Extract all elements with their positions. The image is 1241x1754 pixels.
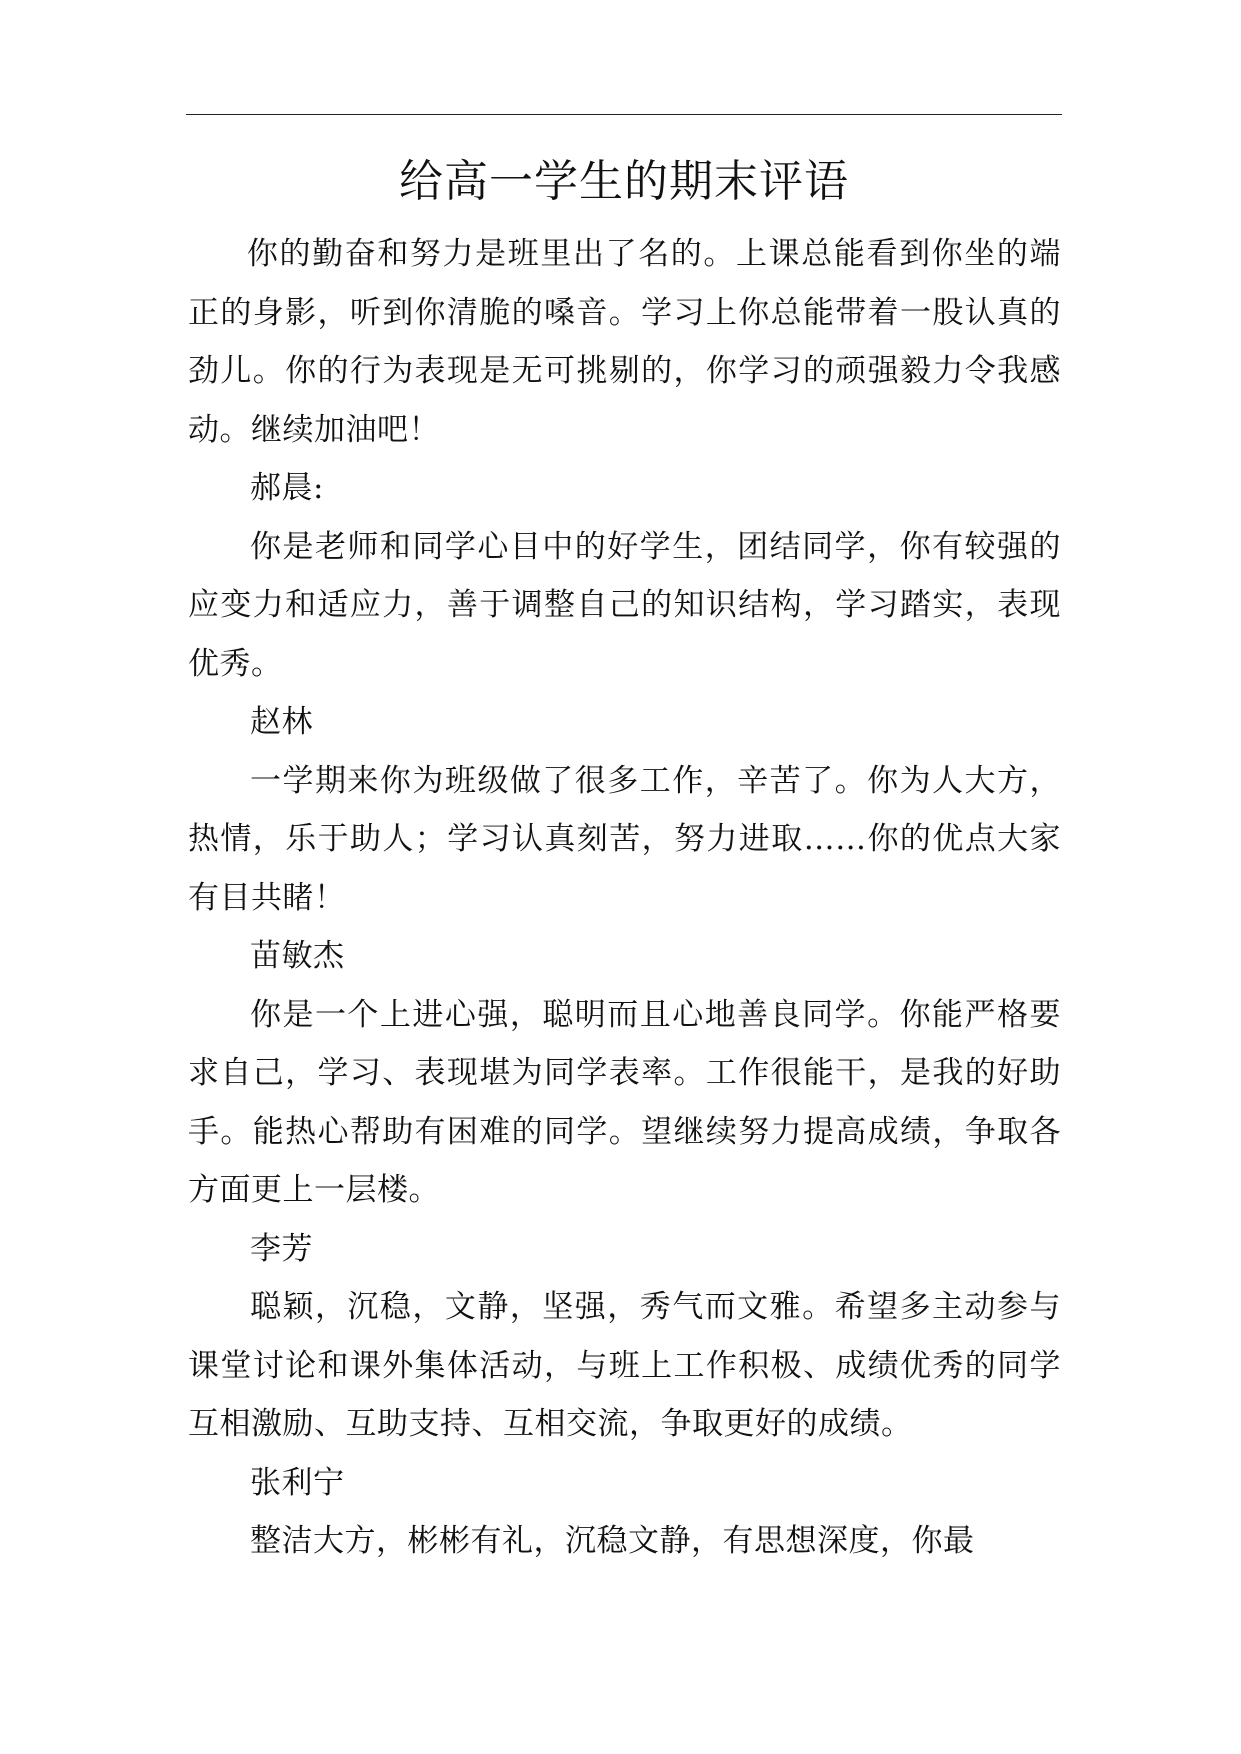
comment-paragraph: 聪颖，沉稳，文静，坚强，秀气而文雅。希望多主动参与课堂讨论和课外集体活动，与班上工作积极、成绩优秀的同学互相激励、互助支持、互相交流，争取更好的成绩。	[188, 1289, 1061, 1442]
comment-paragraph: 整洁大方，彬彬有礼，沉稳文静，有思想深度，你最	[250, 1523, 975, 1559]
student-name: 李芳	[250, 1230, 313, 1267]
document-body	[188, 225, 1061, 1571]
document-title: 给高一学生的期末评语	[399, 156, 849, 207]
student-name: 苗敏杰	[250, 938, 345, 974]
header-rule	[186, 114, 1062, 115]
comment-paragraph: 你是一个上进心强，聪明而且心地善良同学。你能严格要求自己，学习、表现堪为同学表率。工作很能干，是我的好助手。能热心帮助有困难的同学。望继续努力提高成绩，争取各方面更上一层楼。	[188, 996, 1061, 1208]
student-name: 赵林	[250, 704, 313, 740]
student-name: 张利宁	[250, 1464, 345, 1501]
comment-paragraph: 你的勤奋和努力是班里出了名的。上课总能看到你坐的端正的身影，听到你清脆的嗓音。学习上你总能带着一股认真的劲儿。你的行为表现是无可挑剔的，你学习的顽强毅力令我感动。继续加油吧！	[188, 236, 1061, 448]
comment-paragraph: 你是老师和同学心目中的好学生，团结同学，你有较强的应变力和适应力，善于调整自己的知识结构，学习踏实，表现优秀。	[188, 528, 1061, 682]
student-name: 郝晨:	[250, 470, 324, 506]
comment-paragraph: 一学期来你为班级做了很多工作，辛苦了。你为人大方，热情，乐于助人；学习认真刻苦，努力进取……你的优点大家有目共睹！	[188, 762, 1061, 916]
